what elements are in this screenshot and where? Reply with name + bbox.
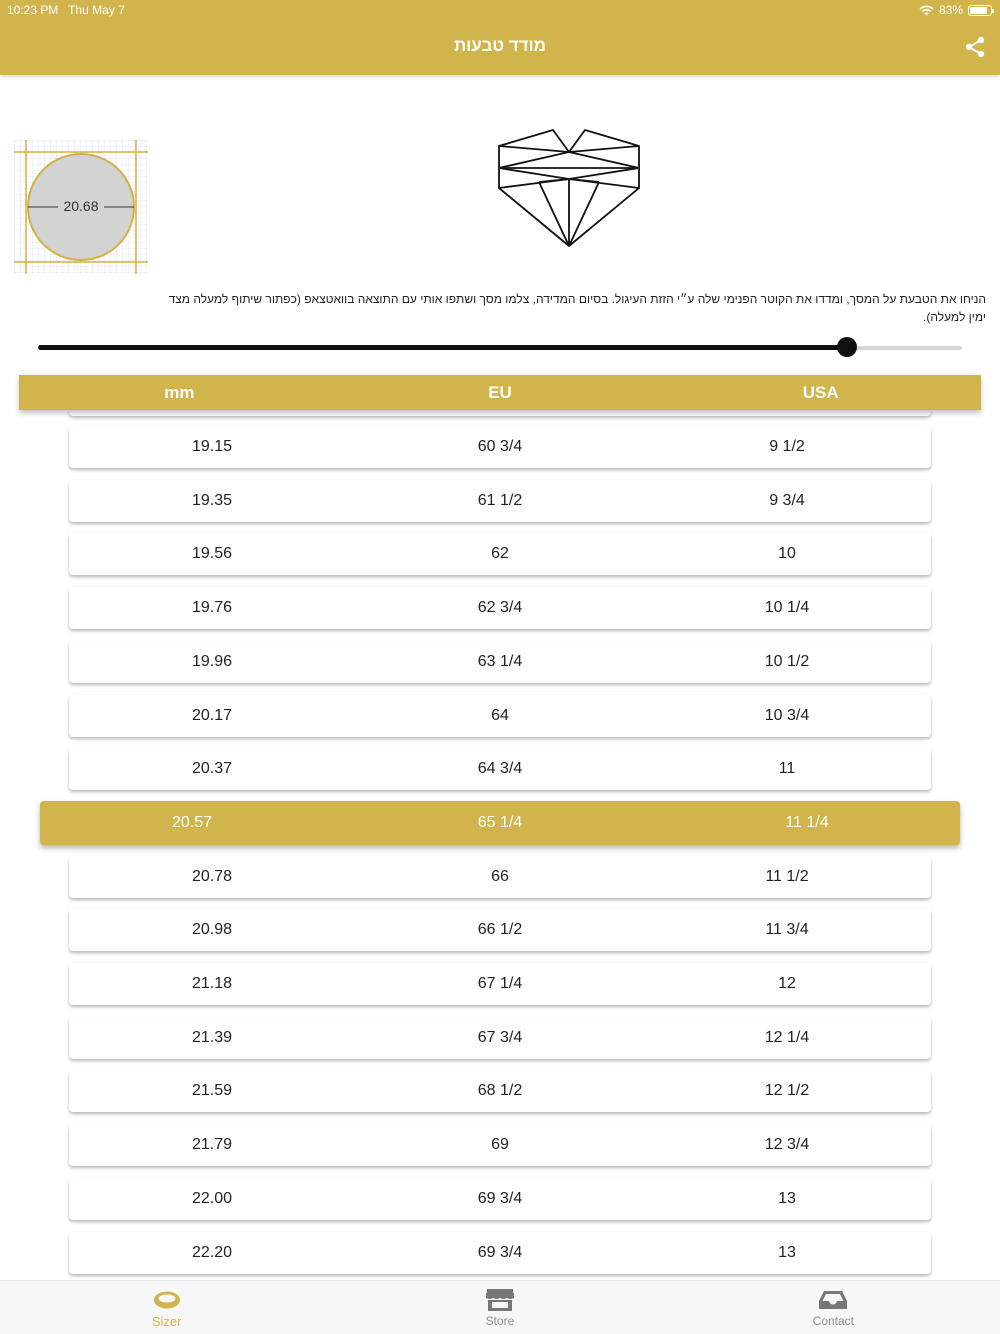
cell-mm: 19.56 <box>191 545 233 563</box>
slider-thumb[interactable] <box>837 337 857 357</box>
column-header-mm: mm <box>164 382 195 402</box>
table-row[interactable] <box>69 909 931 951</box>
table-row[interactable] <box>69 587 931 629</box>
tab-sizer[interactable] <box>0 1281 333 1334</box>
tab-contact-label: Contact <box>812 1314 854 1328</box>
cell-usa: 11 1/4 <box>785 813 829 831</box>
table-row[interactable] <box>69 695 931 737</box>
cell-mm: 20.17 <box>191 706 233 724</box>
cell-eu: 68 1/2 <box>477 1082 523 1100</box>
battery-icon <box>968 5 992 16</box>
cell-eu: 67 1/4 <box>477 975 523 992</box>
brand-logo <box>496 128 642 248</box>
status-time <box>7 3 125 17</box>
table-row[interactable] <box>69 480 931 522</box>
share-icon <box>964 36 986 58</box>
tab-store-label: Store <box>485 1314 515 1328</box>
cell-eu: 69 3/4 <box>477 1243 523 1261</box>
cell-usa: 9 1/2 <box>769 438 805 455</box>
column-header-eu: EU <box>488 382 512 402</box>
cell-usa: 9 3/4 <box>769 491 805 509</box>
cell-eu: 65 1/4 <box>477 813 523 831</box>
ring-measure-value: 20.68 <box>63 198 99 214</box>
cell-usa: 10 <box>778 545 796 563</box>
table-row[interactable] <box>69 1232 931 1274</box>
share-button[interactable] <box>964 36 986 58</box>
cell-mm: 22.00 <box>191 1189 233 1207</box>
cell-usa: 13 <box>778 1243 796 1261</box>
status-clock: 10:23 PM <box>7 3 59 17</box>
cell-eu: 63 1/4 <box>477 652 523 670</box>
table-row[interactable] <box>69 426 931 468</box>
cell-mm: 21.39 <box>191 1028 233 1046</box>
table-row[interactable] <box>69 963 931 1005</box>
cell-mm: 19.76 <box>191 599 233 617</box>
tab-bar <box>0 1280 1000 1334</box>
cell-mm: 19.15 <box>191 438 233 455</box>
cell-usa: 10 1/2 <box>764 652 810 670</box>
cell-mm: 19.35 <box>191 491 233 509</box>
cell-mm: 22.20 <box>191 1243 233 1261</box>
cell-eu: 69 3/4 <box>477 1189 523 1207</box>
battery-level <box>970 7 987 14</box>
ring-measure-tool[interactable] <box>14 140 148 274</box>
table-row[interactable] <box>69 1070 931 1112</box>
table-row[interactable] <box>69 1124 931 1166</box>
cell-eu: 66 <box>491 867 509 885</box>
inbox-icon <box>818 1289 848 1311</box>
cell-usa: 12 1/2 <box>764 1082 810 1100</box>
cell-mm: 21.59 <box>191 1082 233 1100</box>
cell-eu: 61 1/2 <box>477 491 523 509</box>
cell-eu: 62 3/4 <box>477 599 523 617</box>
table-row-partial[interactable] <box>69 410 931 416</box>
status-indicators <box>919 3 992 17</box>
wifi-icon <box>919 5 934 16</box>
table-row[interactable] <box>69 641 931 683</box>
status-date: Thu May 7 <box>68 3 125 17</box>
cell-mm: 20.57 <box>171 813 213 831</box>
table-row[interactable] <box>69 1017 931 1059</box>
cell-eu: 60 3/4 <box>477 438 523 455</box>
cell-usa: 11 3/4 <box>765 921 809 939</box>
app-header <box>0 0 1000 75</box>
tab-contact[interactable] <box>667 1281 1000 1334</box>
cell-usa: 12 1/4 <box>764 1028 810 1046</box>
size-table <box>0 410 1000 1280</box>
table-row-selected[interactable] <box>40 801 960 845</box>
cell-mm: 20.98 <box>191 921 233 939</box>
status-bar <box>0 0 1000 20</box>
cell-mm: 21.79 <box>191 1136 233 1154</box>
cell-eu: 62 <box>491 545 509 563</box>
cell-mm: 19.96 <box>191 652 233 670</box>
cell-usa: 12 <box>778 975 796 992</box>
cell-eu: 67 3/4 <box>477 1028 523 1046</box>
column-header-usa: USA <box>802 382 839 402</box>
cell-eu: 64 <box>491 706 509 724</box>
cell-eu: 66 1/2 <box>477 921 523 939</box>
ring-size-slider[interactable] <box>38 336 962 360</box>
cell-usa: 10 3/4 <box>764 706 810 724</box>
table-row[interactable] <box>69 856 931 898</box>
cell-eu: 64 3/4 <box>477 760 523 778</box>
table-row[interactable] <box>69 1178 931 1220</box>
store-icon <box>485 1289 515 1311</box>
cell-usa: 11 <box>778 760 796 778</box>
cell-usa: 13 <box>778 1189 796 1207</box>
cell-mm: 20.78 <box>191 867 233 885</box>
cell-eu: 69 <box>491 1136 509 1154</box>
page-title: מודד טבעות <box>453 36 547 55</box>
cell-usa: 10 1/4 <box>764 599 810 617</box>
slider-fill <box>38 345 847 350</box>
table-row[interactable] <box>69 748 931 790</box>
ring-icon <box>152 1289 182 1311</box>
table-row[interactable] <box>69 533 931 575</box>
battery-percent: 83% <box>938 3 963 17</box>
cell-mm: 20.37 <box>191 760 233 778</box>
tab-store[interactable] <box>333 1281 666 1334</box>
cell-usa: 11 1/2 <box>765 867 809 885</box>
instructions-text: הניחו את הטבעת על המסך, ומדדו את הקוטר הפנימי שלה ע״י הזזת העיגול. בסיום המדידה, צלמו מסך ושתפו אותי עם התוצאה בוואטצאפ (כפתור שיתוף למעלה מצד ימין למעלה). <box>168 292 986 324</box>
tab-sizer-label: Sizer <box>151 1314 182 1329</box>
cell-mm: 21.18 <box>191 975 233 992</box>
size-table-header <box>19 375 981 410</box>
cell-usa: 12 3/4 <box>764 1136 810 1154</box>
